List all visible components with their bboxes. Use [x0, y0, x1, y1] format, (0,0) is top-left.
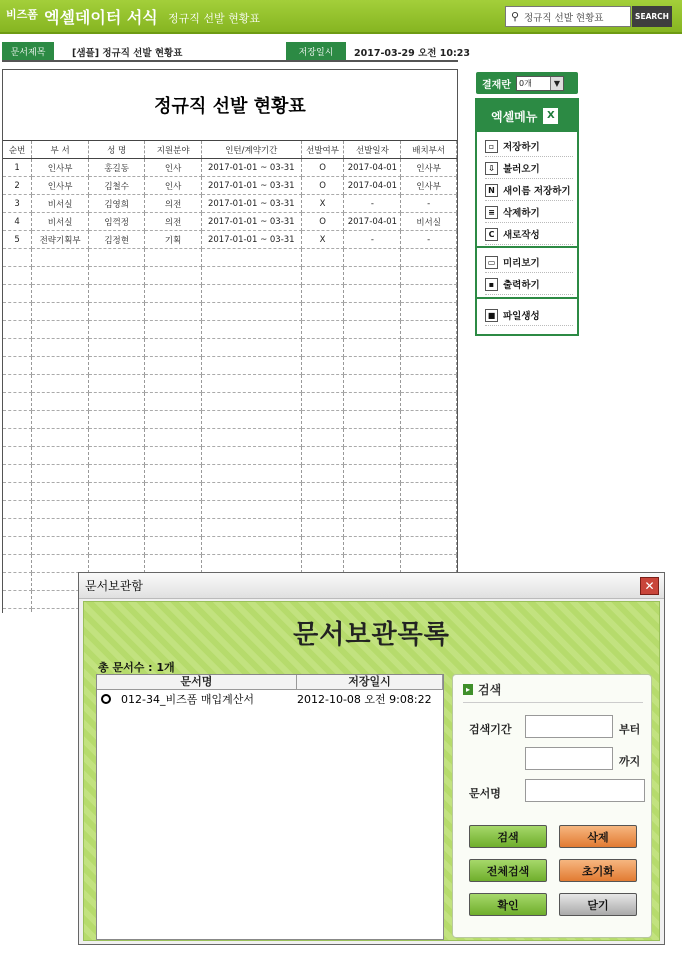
table-cell[interactable] [201, 447, 301, 465]
table-cell[interactable] [344, 321, 401, 339]
table-cell[interactable] [145, 537, 202, 555]
table-row [3, 195, 457, 213]
table-row [3, 519, 457, 537]
table-cell[interactable] [32, 285, 89, 303]
menu-item-new-doc[interactable] [485, 224, 573, 245]
table-row [3, 231, 457, 249]
column-header: 지원분야 [145, 141, 202, 159]
approval-control [476, 72, 578, 94]
table-cell[interactable]: 인사부 [32, 159, 89, 177]
table-cell[interactable] [88, 465, 144, 483]
search-all-button[interactable]: 전체검색 [469, 859, 547, 882]
menu-divider [477, 297, 577, 299]
table-cell[interactable] [88, 537, 144, 555]
table-row [3, 375, 457, 393]
table-row [3, 555, 457, 573]
table-cell[interactable] [3, 285, 32, 303]
table-cell[interactable]: 2017-04-01 [344, 159, 401, 177]
table-cell[interactable] [344, 285, 401, 303]
table-cell[interactable] [401, 501, 457, 519]
table-cell[interactable]: 의전 [145, 213, 202, 231]
search-button-dialog[interactable]: 검색 [469, 825, 547, 848]
table-cell[interactable]: X [301, 231, 344, 249]
table-cell[interactable]: 전략기획부 [32, 231, 89, 249]
table-cell[interactable] [88, 339, 144, 357]
table-row [3, 465, 457, 483]
table-cell[interactable] [344, 465, 401, 483]
table-cell[interactable] [201, 375, 301, 393]
table-cell[interactable] [3, 303, 32, 321]
approval-label: 결재란 [482, 79, 511, 91]
save-as-icon: N [485, 184, 498, 197]
dialog-titlebar: 문서보관함 [79, 573, 664, 599]
table-cell[interactable]: 3 [3, 195, 32, 213]
table-cell[interactable] [145, 285, 202, 303]
table-cell[interactable] [201, 285, 301, 303]
search-panel-title: ▸ 검색 [463, 681, 501, 698]
table-row [3, 483, 457, 501]
table-cell[interactable]: 비서실 [32, 213, 89, 231]
table-cell[interactable]: - [344, 231, 401, 249]
table-row [3, 249, 457, 267]
menu-item-label: 미리보기 [503, 258, 540, 269]
table-cell[interactable]: 기획 [145, 231, 202, 249]
table-cell[interactable]: 인사부 [401, 177, 457, 195]
table-cell[interactable] [145, 411, 202, 429]
column-header: 순번 [3, 141, 32, 159]
close-icon[interactable]: ✕ [640, 577, 659, 595]
table-cell[interactable] [301, 375, 344, 393]
table-cell[interactable] [32, 375, 89, 393]
print-icon: ▪ [485, 278, 498, 291]
approval-count-select[interactable]: 0개 ▼ [516, 76, 564, 91]
table-cell[interactable] [32, 555, 89, 573]
table-cell[interactable] [3, 429, 32, 447]
table-row [3, 447, 457, 465]
table-cell[interactable]: 의전 [145, 195, 202, 213]
table-cell[interactable]: - [401, 195, 457, 213]
menu-item-label: 파일생성 [503, 311, 540, 322]
chevron-down-icon: ▼ [550, 77, 563, 90]
menu-item-label: 새이름 저장하기 [503, 186, 571, 197]
table-cell[interactable]: 홍길동 [88, 159, 144, 177]
table-cell[interactable] [301, 357, 344, 375]
period-label: 검색기간 [469, 723, 512, 736]
table-cell[interactable] [201, 339, 301, 357]
table-cell[interactable]: 김정현 [88, 231, 144, 249]
table-cell[interactable] [301, 501, 344, 519]
close-button[interactable]: 닫기 [559, 893, 637, 916]
load-icon: ⇩ [485, 162, 498, 175]
date-from-field[interactable] [525, 715, 613, 738]
to-label: 까지 [619, 755, 641, 768]
table-row [3, 267, 457, 285]
data-table [3, 140, 457, 613]
table-row [3, 537, 457, 555]
spreadsheet-form [2, 69, 458, 613]
table-cell[interactable] [145, 375, 202, 393]
table-cell[interactable] [3, 483, 32, 501]
table-cell[interactable] [32, 411, 89, 429]
table-cell[interactable]: X [301, 195, 344, 213]
table-cell[interactable] [301, 249, 344, 267]
table-cell[interactable] [301, 465, 344, 483]
document-title: 정규직 선발 현황표 [168, 12, 261, 25]
table-cell[interactable] [32, 339, 89, 357]
table-cell[interactable] [88, 555, 144, 573]
table-cell[interactable] [344, 519, 401, 537]
table-cell[interactable] [32, 267, 89, 285]
table-cell[interactable] [301, 393, 344, 411]
menu-item-folder[interactable] [485, 305, 573, 326]
table-cell[interactable] [88, 303, 144, 321]
table-cell[interactable] [401, 447, 457, 465]
table-cell[interactable] [301, 447, 344, 465]
table-cell[interactable] [201, 483, 301, 501]
menu-item-save-as[interactable] [485, 180, 573, 201]
table-row [3, 321, 457, 339]
table-cell[interactable] [88, 249, 144, 267]
table-cell[interactable]: 2 [3, 177, 32, 195]
table-row [3, 393, 457, 411]
table-cell[interactable] [401, 555, 457, 573]
table-cell[interactable]: 비서실 [32, 195, 89, 213]
table-cell[interactable] [3, 393, 32, 411]
table-cell[interactable] [145, 339, 202, 357]
table-cell[interactable] [145, 465, 202, 483]
column-header: 성 명 [88, 141, 144, 159]
table-cell[interactable] [301, 519, 344, 537]
table-cell[interactable] [401, 465, 457, 483]
table-cell[interactable] [145, 447, 202, 465]
arrow-icon: ▸ [463, 684, 473, 695]
table-cell[interactable] [32, 519, 89, 537]
column-header: 인턴/계약기간 [201, 141, 301, 159]
table-cell[interactable] [344, 375, 401, 393]
table-cell[interactable] [344, 249, 401, 267]
table-cell[interactable] [401, 285, 457, 303]
trash-icon: ≡ [485, 206, 498, 219]
table-cell[interactable]: 인사부 [401, 159, 457, 177]
table-cell[interactable] [88, 519, 144, 537]
table-cell[interactable] [32, 357, 89, 375]
document-archive-dialog [78, 572, 665, 945]
table-cell[interactable] [88, 429, 144, 447]
menu-item-label: 삭제하기 [503, 208, 540, 219]
table-row [3, 159, 457, 177]
table-cell[interactable] [201, 249, 301, 267]
table-cell[interactable] [3, 321, 32, 339]
table-row [3, 429, 457, 447]
table-cell[interactable] [3, 591, 32, 609]
list-column-date[interactable]: 저장일시 [297, 675, 443, 689]
table-cell[interactable] [344, 555, 401, 573]
table-cell[interactable] [3, 411, 32, 429]
table-cell[interactable] [88, 357, 144, 375]
column-header: 배치부서 [401, 141, 457, 159]
table-cell[interactable] [32, 321, 89, 339]
save-date-value: 2017-03-29 오전 10:23 [354, 48, 470, 59]
table-cell[interactable] [88, 447, 144, 465]
table-cell[interactable]: 인사 [145, 159, 202, 177]
table-cell[interactable] [32, 483, 89, 501]
table-cell[interactable] [3, 267, 32, 285]
ok-button[interactable]: 확인 [469, 893, 547, 916]
top-bar [0, 0, 682, 34]
table-cell[interactable] [88, 375, 144, 393]
table-cell[interactable]: 2017-01-01 ~ 03-31 [201, 231, 301, 249]
table-cell[interactable] [401, 393, 457, 411]
document-count: 총 문서수 : 1개 [98, 661, 175, 674]
table-cell[interactable] [201, 501, 301, 519]
table-row [3, 411, 457, 429]
table-cell[interactable] [3, 447, 32, 465]
folder-icon: ■ [485, 309, 498, 322]
excel-icon: X [543, 108, 558, 124]
column-header: 부 서 [32, 141, 89, 159]
table-cell[interactable]: O [301, 177, 344, 195]
table-cell[interactable] [344, 429, 401, 447]
table-cell[interactable] [201, 465, 301, 483]
menu-item-label: 새로작성 [503, 230, 540, 241]
table-cell[interactable] [301, 537, 344, 555]
menu-item-preview[interactable] [485, 252, 573, 273]
table-cell[interactable]: 2017-01-01 ~ 03-31 [201, 195, 301, 213]
table-cell[interactable] [3, 501, 32, 519]
table-cell[interactable]: 4 [3, 213, 32, 231]
excel-menu [475, 98, 579, 336]
list-column-name[interactable]: 문서명 [97, 675, 297, 689]
table-cell[interactable] [88, 411, 144, 429]
table-cell[interactable] [3, 339, 32, 357]
doc-title-label: 문서제목 [2, 42, 54, 60]
date-to-field[interactable] [525, 747, 613, 770]
table-cell[interactable] [145, 357, 202, 375]
table-cell[interactable] [344, 447, 401, 465]
menu-item-label: 저장하기 [503, 142, 540, 153]
table-cell[interactable] [145, 249, 202, 267]
table-cell[interactable] [32, 429, 89, 447]
table-cell[interactable] [201, 555, 301, 573]
table-cell[interactable] [344, 501, 401, 519]
app-title: 엑셀데이터 서식 [44, 8, 158, 27]
table-cell[interactable] [401, 267, 457, 285]
table-cell[interactable]: 2017-04-01 [344, 177, 401, 195]
table-cell[interactable] [344, 339, 401, 357]
table-cell[interactable] [344, 267, 401, 285]
table-cell[interactable] [301, 285, 344, 303]
document-list[interactable] [96, 674, 444, 940]
table-cell[interactable] [201, 303, 301, 321]
table-cell[interactable] [3, 375, 32, 393]
table-cell[interactable]: 비서실 [401, 213, 457, 231]
sheet-title: 정규직 선발 현황표 [154, 96, 306, 117]
document-info-bar [2, 42, 470, 62]
table-cell[interactable]: - [401, 231, 457, 249]
table-cell[interactable] [401, 249, 457, 267]
dialog-heading: 문서보관목록 [293, 620, 450, 650]
table-cell[interactable] [88, 501, 144, 519]
table-cell[interactable] [401, 339, 457, 357]
table-cell[interactable] [401, 537, 457, 555]
table-cell[interactable]: 2017-01-01 ~ 03-31 [201, 159, 301, 177]
table-cell[interactable] [401, 357, 457, 375]
menu-item-load[interactable] [485, 158, 573, 179]
menu-item-label: 출력하기 [503, 280, 540, 291]
table-row [3, 303, 457, 321]
table-cell[interactable] [301, 303, 344, 321]
delete-button[interactable]: 삭제 [559, 825, 637, 848]
doc-title-value: [샘플] 정규직 선발 현황표 [72, 48, 183, 59]
table-cell[interactable] [344, 357, 401, 375]
table-cell[interactable] [201, 537, 301, 555]
table-cell[interactable] [3, 573, 32, 591]
table-cell[interactable]: 임꺽정 [88, 213, 144, 231]
reset-button[interactable]: 초기화 [559, 859, 637, 882]
table-cell[interactable] [3, 609, 32, 614]
table-cell[interactable] [401, 429, 457, 447]
table-cell[interactable]: 1 [3, 159, 32, 177]
search-button[interactable]: SEARCH [632, 6, 672, 27]
table-cell[interactable] [344, 483, 401, 501]
table-cell[interactable]: 2017-04-01 [344, 213, 401, 231]
table-cell[interactable] [401, 303, 457, 321]
table-cell[interactable] [201, 357, 301, 375]
new-doc-icon: C [485, 228, 498, 241]
table-cell[interactable] [32, 303, 89, 321]
menu-item-trash[interactable] [485, 202, 573, 223]
table-cell[interactable]: 김영희 [88, 195, 144, 213]
table-cell[interactable] [301, 555, 344, 573]
list-header [97, 675, 443, 690]
table-cell[interactable] [3, 519, 32, 537]
table-cell[interactable] [3, 537, 32, 555]
table-cell[interactable] [301, 411, 344, 429]
table-cell[interactable] [201, 267, 301, 285]
table-cell[interactable] [32, 393, 89, 411]
table-cell[interactable] [3, 555, 32, 573]
table-cell[interactable] [344, 393, 401, 411]
preview-icon: ▭ [485, 256, 498, 269]
table-row [3, 357, 457, 375]
table-cell[interactable]: 2017-01-01 ~ 03-31 [201, 177, 301, 195]
table-cell[interactable] [201, 321, 301, 339]
table-row [3, 339, 457, 357]
table-cell[interactable] [88, 267, 144, 285]
table-cell[interactable] [88, 285, 144, 303]
table-row [3, 213, 457, 231]
menu-item-save[interactable] [485, 136, 573, 157]
table-cell[interactable]: - [344, 195, 401, 213]
table-cell[interactable] [32, 447, 89, 465]
table-cell[interactable]: 인사 [145, 177, 202, 195]
dialog-body [83, 601, 660, 941]
bizform-logo: 비즈폼 [6, 8, 38, 21]
table-cell[interactable] [201, 429, 301, 447]
table-cell[interactable] [145, 429, 202, 447]
list-item[interactable] [99, 691, 443, 707]
table-cell[interactable] [145, 501, 202, 519]
table-cell[interactable]: 인사부 [32, 177, 89, 195]
table-cell[interactable] [145, 393, 202, 411]
table-row [3, 501, 457, 519]
search-panel [452, 674, 652, 938]
table-cell[interactable] [145, 519, 202, 537]
table-cell[interactable] [145, 321, 202, 339]
list-item-name: 012-34_비즈폼 매입계산서 [121, 693, 254, 706]
excel-menu-title: 엑셀메뉴 X [477, 100, 577, 132]
table-cell[interactable] [344, 537, 401, 555]
list-item-date: 2012-10-08 오전 9:08:22 [297, 693, 432, 706]
table-cell[interactable] [3, 249, 32, 267]
table-cell[interactable] [145, 555, 202, 573]
table-cell[interactable] [201, 411, 301, 429]
table-cell[interactable]: O [301, 213, 344, 231]
column-header: 선발여부 [301, 141, 344, 159]
table-cell[interactable] [32, 537, 89, 555]
table-cell[interactable] [301, 267, 344, 285]
doc-name-label: 문서명 [469, 787, 501, 800]
search-icon: ⚲ [510, 10, 520, 23]
table-cell[interactable] [145, 267, 202, 285]
table-row [3, 177, 457, 195]
from-label: 부터 [619, 723, 641, 736]
table-cell[interactable] [401, 411, 457, 429]
doc-name-field[interactable] [525, 779, 645, 802]
menu-item-print[interactable] [485, 274, 573, 295]
table-cell[interactable] [401, 321, 457, 339]
table-cell[interactable]: 5 [3, 231, 32, 249]
table-cell[interactable] [301, 483, 344, 501]
table-cell[interactable] [201, 519, 301, 537]
table-cell[interactable] [401, 375, 457, 393]
table-cell[interactable]: O [301, 159, 344, 177]
table-cell[interactable] [344, 303, 401, 321]
save-icon: ▫ [485, 140, 498, 153]
search-input[interactable]: ⚲ 정규직 선발 현황표 [505, 6, 631, 27]
table-cell[interactable] [88, 393, 144, 411]
table-cell[interactable] [88, 483, 144, 501]
table-cell[interactable]: 2017-01-01 ~ 03-31 [201, 213, 301, 231]
save-date-label: 저장일시 [286, 42, 346, 60]
table-cell[interactable] [32, 249, 89, 267]
table-cell[interactable] [3, 357, 32, 375]
table-cell[interactable] [301, 429, 344, 447]
radio-button[interactable] [101, 694, 111, 704]
table-cell[interactable] [145, 483, 202, 501]
table-cell[interactable] [145, 303, 202, 321]
column-header: 선발일자 [344, 141, 401, 159]
table-cell[interactable] [88, 321, 144, 339]
table-cell[interactable]: 김철수 [88, 177, 144, 195]
table-cell[interactable] [301, 339, 344, 357]
table-cell[interactable] [401, 483, 457, 501]
table-cell[interactable] [32, 501, 89, 519]
table-cell[interactable] [401, 519, 457, 537]
table-cell[interactable] [301, 321, 344, 339]
menu-item-label: 불러오기 [503, 164, 540, 175]
table-cell[interactable] [3, 465, 32, 483]
table-cell[interactable] [201, 393, 301, 411]
table-cell[interactable] [32, 465, 89, 483]
table-cell[interactable] [344, 411, 401, 429]
table-row [3, 285, 457, 303]
menu-divider [477, 246, 577, 248]
